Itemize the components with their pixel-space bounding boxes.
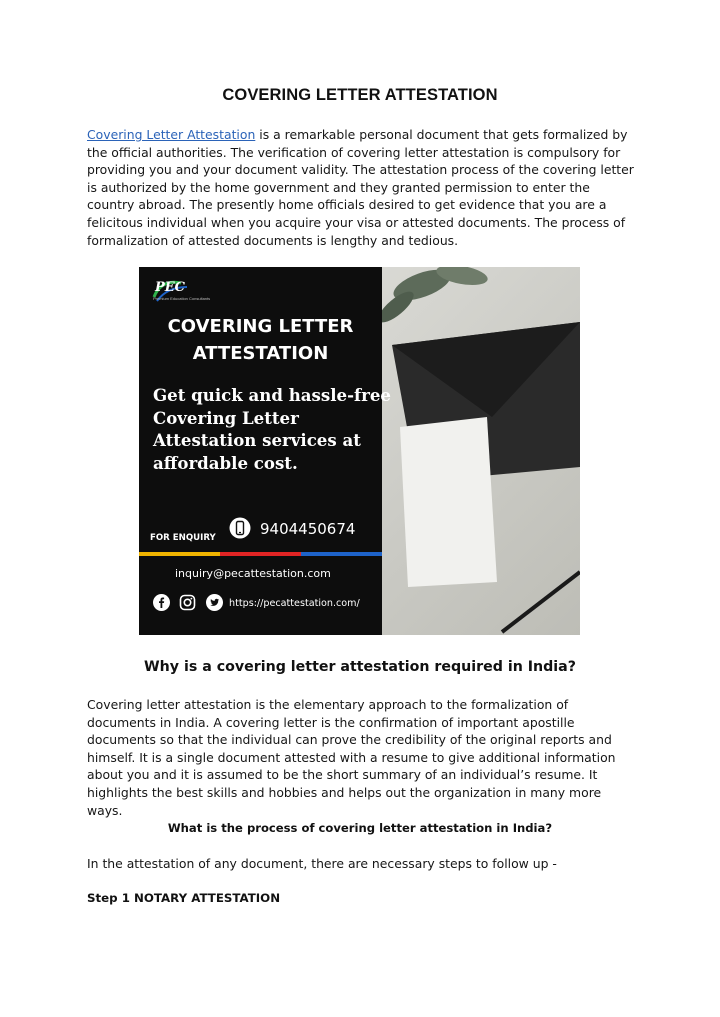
- banner-envelope-photo: [382, 267, 580, 635]
- facebook-icon[interactable]: [153, 594, 170, 611]
- section-heading-why: Why is a covering letter attestation required in India?: [144, 659, 576, 675]
- social-icons: [153, 594, 228, 612]
- intro-text: is a remarkable personal document that gets formalized by the official authorities. The verification of covering letter attestation is compulsory for providing you and your document validity. The attestation process of the covering letter is authorized by the home government and they granted permission to enter the country abroad. The presently home officials desired to get evidence that you are a felicitous individual when you acquire your visa or attested documents. The process of formalization of attested documents is lengthy and tedious.: [87, 127, 634, 248]
- banner-heading-line2: ATTESTATION: [192, 343, 329, 364]
- covering-letter-link[interactable]: Covering Letter Attestation: [87, 127, 256, 142]
- logo-text: PEC: [155, 280, 186, 295]
- banner-tagline: Get quick and hassle-free Covering Letter Attestation services at affordable cost.: [153, 385, 391, 473]
- logo-subtitle: Premium Education Consultants: [153, 296, 211, 301]
- process-intro-text: In the attestation of any document, there are necessary steps to follow up -: [87, 856, 557, 871]
- section-why-paragraph: Covering letter attestation is the elementary approach to the formalization of documents in India. A covering letter is the confirmation of important apostille documents so that the individual can prove the credibility of the original reports and himself. It is a single document attested with a resume to give additional information about you and it is assumed to be the short summary of an individual’s resume. It highlights the best skills and hobbies and helps out the organization in many more ways.: [87, 697, 616, 818]
- step-1-heading: Step 1 NOTARY ATTESTATION: [87, 891, 281, 905]
- intro-paragraph: [87, 126, 637, 249]
- phone-number[interactable]: 9404450674: [260, 520, 356, 538]
- section-heading-process: What is the process of covering letter attestation in India?: [167, 821, 553, 835]
- color-bars: [139, 552, 382, 556]
- instagram-icon[interactable]: [179, 594, 196, 611]
- phone-icon: [229, 517, 251, 539]
- page-title: COVERING LETTER ATTESTATION: [222, 86, 498, 104]
- banner-heading: [139, 313, 382, 367]
- enquiry-email[interactable]: inquiry@pecattestation.com: [175, 567, 331, 580]
- banner-heading-line1: COVERING LETTER: [167, 316, 354, 337]
- website-link[interactable]: https://pecattestation.com/: [229, 598, 360, 609]
- enquiry-label: FOR ENQUIRY: [150, 533, 216, 543]
- twitter-icon[interactable]: [206, 594, 223, 611]
- envelope-illustration: [382, 267, 580, 635]
- promo-banner: [139, 267, 580, 635]
